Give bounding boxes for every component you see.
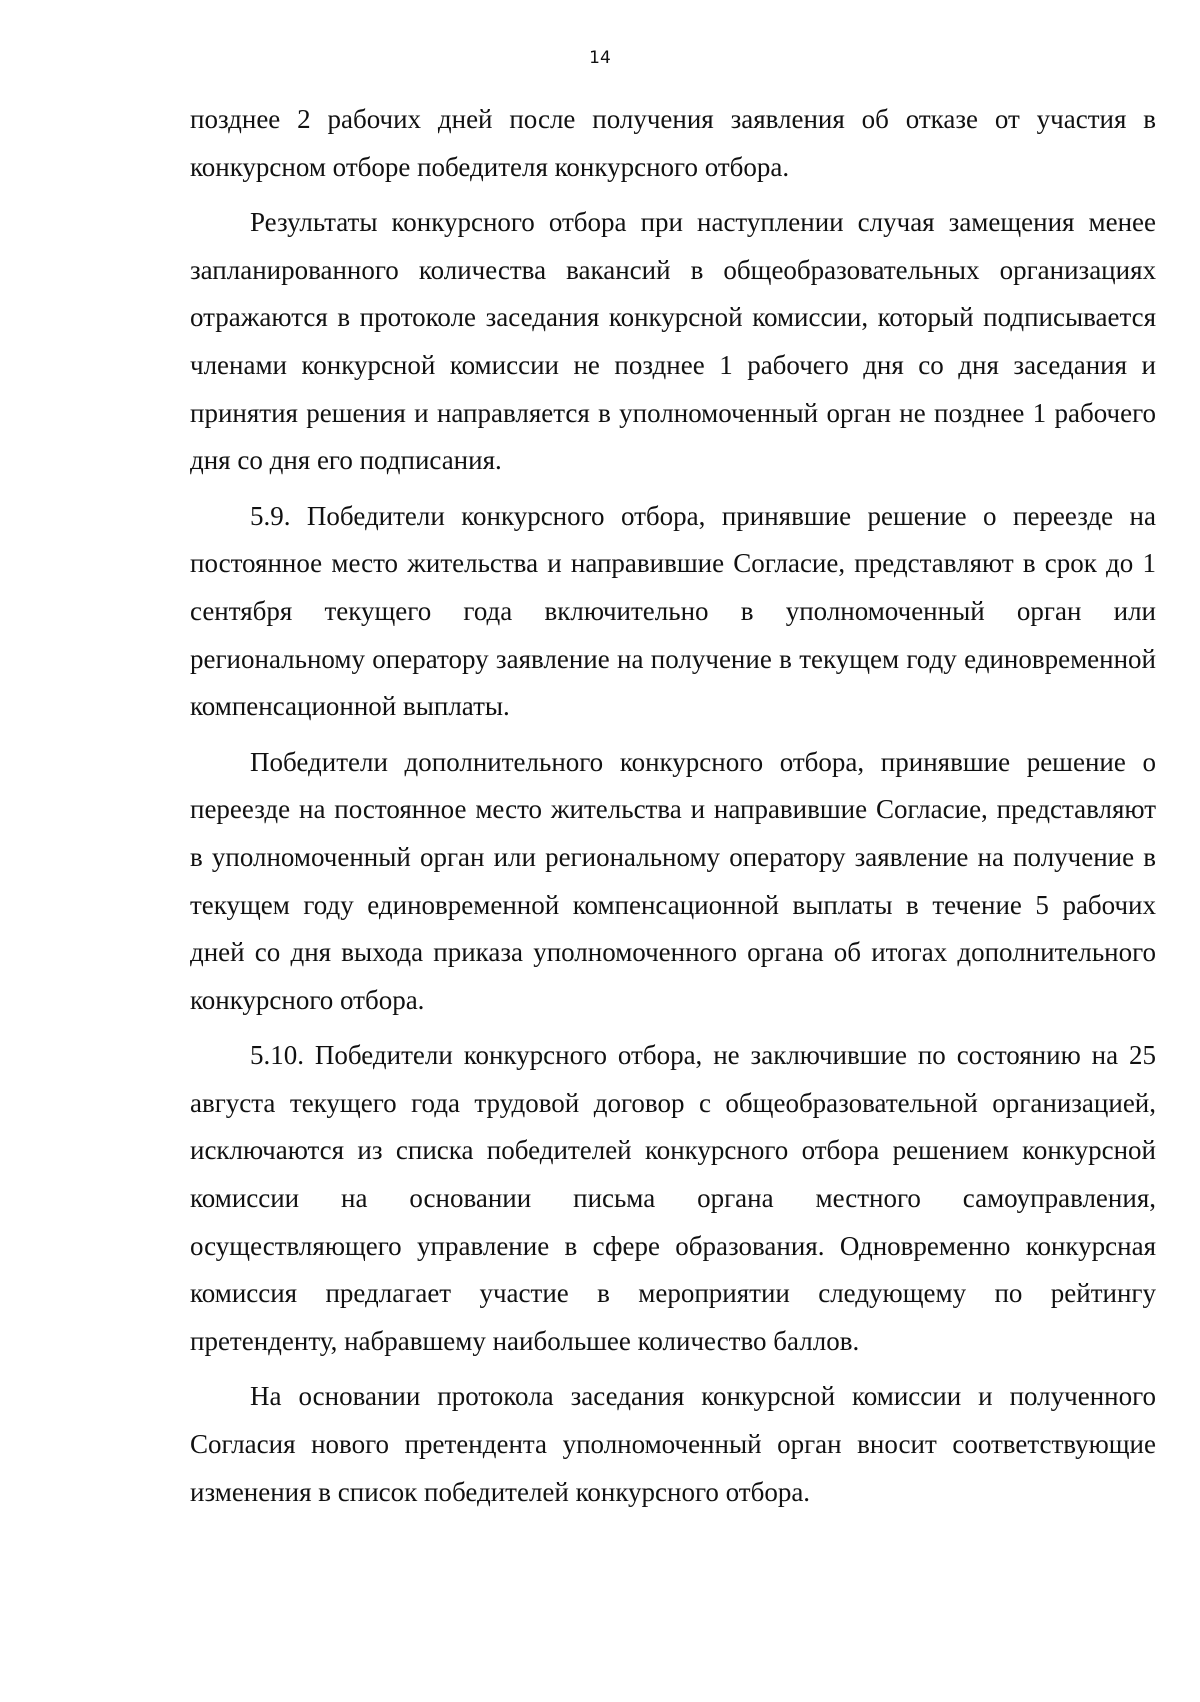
paragraph-protocol-basis: На основании протокола заседания конкурсной комиссии и полученного Согласия нового претендента уполномоченный орган вносит соответствующие изменения в список победителей конкурсного отбора. [190, 1381, 1156, 1507]
page-number: 14 [589, 48, 611, 68]
paragraph-5-9: 5.9. Победители конкурсного отбора, принявшие решение о переезде на постоянное место жительства и направившие Согласие, представляют в срок до 1 сентября текущего года включительно в уполномоченный орган или региональному оператору заявление на получение в текущем году единовременной компенсационной выплаты. [190, 500, 1156, 722]
paragraph-additional-selection: Победители дополнительного конкурсного отбора, принявшие решение о переезде на постоянное место жительства и направившие Согласие, представляют в уполномоченный орган или региональному оператору заявление на получение в текущем году единовременной компенсационной выплаты в течение 5 рабочих дней со дня выхода приказа уполномоченного органа об итогах дополнительного конкурсного отбора. [190, 746, 1156, 1015]
paragraph-results: Результаты конкурсного отбора при наступлении случая замещения менее запланированного количества вакансий в общеобразовательных организациях отражаются в протоколе заседания конкурсной комиссии, который подписывается членами конкурсной комиссии не позднее 1 рабочего дня со дня заседания и принятия решения и направляется в уполномоченный орган не позднее 1 рабочего дня со дня его подписания. [190, 207, 1156, 476]
paragraph-continuation: позднее 2 рабочих дней после получения заявления об отказе от участия в конкурсном отборе победителя конкурсного отбора. [190, 104, 1156, 182]
paragraph-5-10: 5.10. Победители конкурсного отбора, не заключившие по состоянию на 25 августа текущего года трудовой договор с общеобразовательной организацией, исключаются из списка победителей конкурсного отбора решением конкурсной комиссии на основании письма органа местного самоуправления, осуществляющего управление в сфере образования. Одновременно конкурсная комиссия предлагает участие в мероприятии следующему по рейтингу претенденту, набравшему наибольшее количество баллов. [190, 1040, 1156, 1356]
document-body [190, 96, 1156, 1524]
